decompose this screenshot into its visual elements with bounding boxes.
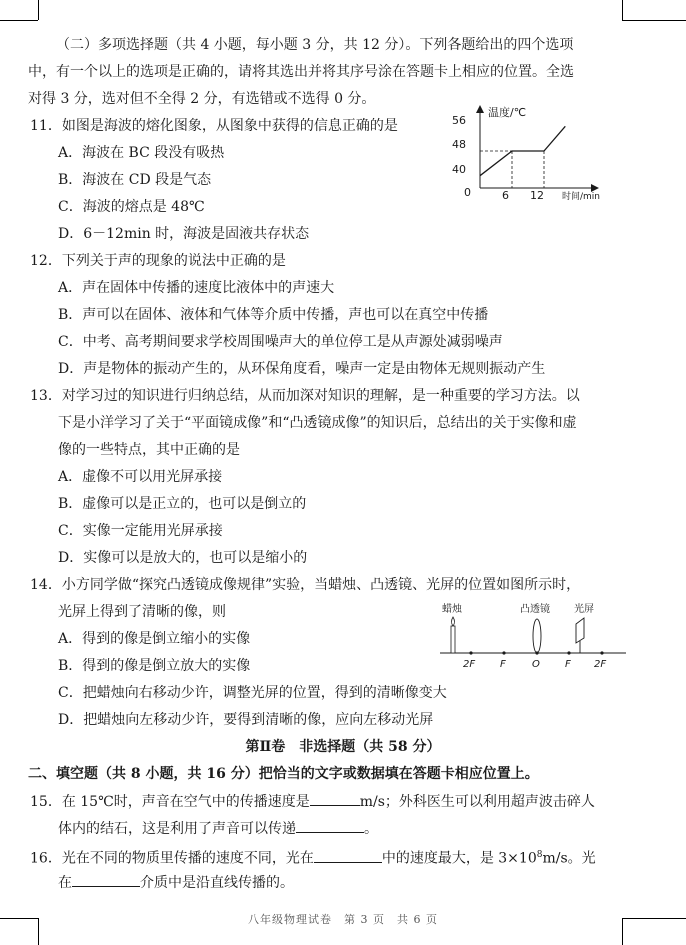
- q11-option-b: B．海波在 CD 段是气态: [58, 172, 212, 188]
- q12-option-c: C．中考、高考期间要求学校周围噪声大的单位停工是从声源处减弱噪声: [58, 334, 503, 350]
- label-candle: 蜡烛: [442, 604, 462, 615]
- q16-text-d: 在: [58, 875, 72, 891]
- q13-option-d: D．实像可以是放大的，也可以是缩小的: [58, 550, 308, 566]
- q15-blank-1: [310, 791, 360, 806]
- chart-x-tick-12: 12: [530, 189, 544, 202]
- chart-y-tick-48: 48: [452, 138, 466, 151]
- q15-line-2: [58, 818, 378, 839]
- q14-option-a: A．得到的像是倒立缩小的实像: [58, 631, 251, 647]
- q14-stem-line-2: 光屏上得到了清晰的像，则: [58, 604, 226, 620]
- chart-ylabel: 温度/℃: [488, 106, 527, 119]
- section2-heading: 二、填空题（共 8 小题，共 16 分）把恰当的文字或数据填在答题卡相应位置上。: [28, 766, 539, 782]
- q16-line-2: [58, 872, 294, 893]
- q13-option-a: A．虚像不可以用光屏承接: [58, 469, 223, 485]
- chart-y-tick-40: 40: [452, 163, 466, 176]
- q14-option-c: C．把蜡烛向右移动少许，调整光屏的位置，得到的清晰像变大: [58, 685, 447, 701]
- melting-chart: [440, 100, 620, 205]
- q12-option-b: B．声可以在固体、液体和气体等介质中传播，声也可以在真空中传播: [58, 307, 489, 323]
- mark-dot-o: [535, 651, 538, 654]
- light-screen-icon: [576, 618, 584, 653]
- section-intro-line-2: 中，有一个以上的选项是正确的，请将其选出并将其序号涂在答题卡上相应的位置。全选: [28, 64, 574, 80]
- q16-text-e: 介质中是沿直线传播的。: [140, 875, 294, 891]
- q15-text-b: m/s；外科医生可以利用超声波击碎人: [359, 794, 595, 810]
- chart-x-tick-6: 6: [502, 189, 509, 202]
- chart-xlabel: 时间/min: [562, 192, 601, 202]
- lens-diagram: [436, 598, 632, 672]
- q12-option-a: A．声在固体中传播的速度比液体中的声速大: [58, 280, 335, 296]
- q12-stem: 12．下列关于声的现象的说法中正确的是: [30, 253, 286, 269]
- crop-mark-top-left-h: [0, 20, 38, 21]
- label-lens: 凸透镜: [520, 604, 550, 615]
- q16-blank-2: [72, 872, 140, 887]
- q14-stem-line-1: 14．小方同学做“探究凸透镜成像规律”实验，当蜡烛、凸透镜、光屏的位置如图所示时，: [30, 577, 581, 593]
- q16-exponent: 8: [536, 850, 543, 860]
- q15-line-1: [30, 791, 595, 812]
- q11-option-a: A．海波在 BC 段没有吸热: [58, 145, 225, 161]
- q12-option-d: D．声是物体的振动产生的，从环保角度看，噪声一定是由物体无规则振动产生: [58, 361, 546, 377]
- mark-f-right: F: [565, 659, 571, 670]
- mark-dot-2f-right: [600, 651, 603, 654]
- crop-mark-top-right-h: [622, 20, 686, 21]
- q11-stem: 11．如图是海波的熔化图象，从图象中获得的信息正确的是: [30, 118, 398, 134]
- page-footer: 八年级物理试卷 第 3 页 共 6 页: [248, 913, 438, 926]
- section-intro-line-1: （二）多项选择题（共 4 小题，每小题 3 分，共 12 分）。下列各题给出的四个选项: [56, 37, 574, 53]
- q14-option-d: D．把蜡烛向左移动少许，要得到清晰的像，应向左移动光屏: [58, 712, 434, 728]
- mark-f-left: F: [500, 659, 506, 670]
- mark-2f-left: 2F: [463, 659, 476, 670]
- q15-text-c: 体内的结石，这是利用了声音可以传递: [58, 821, 296, 837]
- q15-text-a: 15．在 15℃时，声音在空气中的传播速度是: [30, 794, 310, 810]
- q13-stem-line-2: 下是小洋学习了关于“平面镜成像”和“凸透镜成像”的知识后，总结出的关于实像和虚: [58, 415, 577, 431]
- label-screen: 光屏: [574, 604, 594, 615]
- mark-dot-2f-left: [469, 651, 472, 654]
- chart-x-tick-0: 0: [464, 186, 471, 199]
- q16-text-c: m/s。光: [542, 850, 596, 867]
- candle-icon: [451, 617, 455, 653]
- q15-text-d: 。: [364, 821, 378, 837]
- q15-blank-2: [296, 818, 364, 833]
- q13-stem-line-1: 13．对学习过的知识进行归纳总结，从而加深对知识的理解，是一种重要的学习方法。以: [30, 388, 580, 404]
- q16-blank-1: [314, 848, 382, 863]
- q16-text-b: 中的速度最大，是 3×10: [381, 850, 537, 867]
- section-intro-line-3: 对得 3 分，选对但不全得 2 分，有选错或不选得 0 分。: [28, 91, 376, 107]
- q16-line-1: [30, 845, 596, 869]
- convex-lens-icon: [533, 619, 541, 653]
- part2-title: 第Ⅱ卷 非选择题（共 58 分）: [245, 739, 441, 755]
- crop-mark-top-right: [622, 0, 623, 20]
- mark-dot-f-left: [502, 651, 505, 654]
- mark-2f-right: 2F: [594, 659, 607, 670]
- q11-option-c: C．海波的熔点是 48℃: [58, 199, 205, 215]
- q11-option-d: D．6－12min 时，海波是固液共存状态: [58, 226, 310, 242]
- chart-y-tick-56: 56: [452, 114, 466, 127]
- q14-option-b: B．得到的像是倒立放大的实像: [58, 658, 251, 674]
- q16-text-a: 16．光在不同的物质里传播的速度不同，光在: [30, 850, 314, 867]
- q13-option-c: C．实像一定能用光屏承接: [58, 523, 223, 539]
- crop-mark-top-left: [38, 0, 39, 20]
- mark-o: O: [532, 659, 540, 670]
- mark-dot-f-right: [567, 651, 570, 654]
- q13-stem-line-3: 像的一些特点，其中正确的是: [58, 442, 240, 458]
- q13-option-b: B．虚像可以是正立的，也可以是倒立的: [58, 496, 307, 512]
